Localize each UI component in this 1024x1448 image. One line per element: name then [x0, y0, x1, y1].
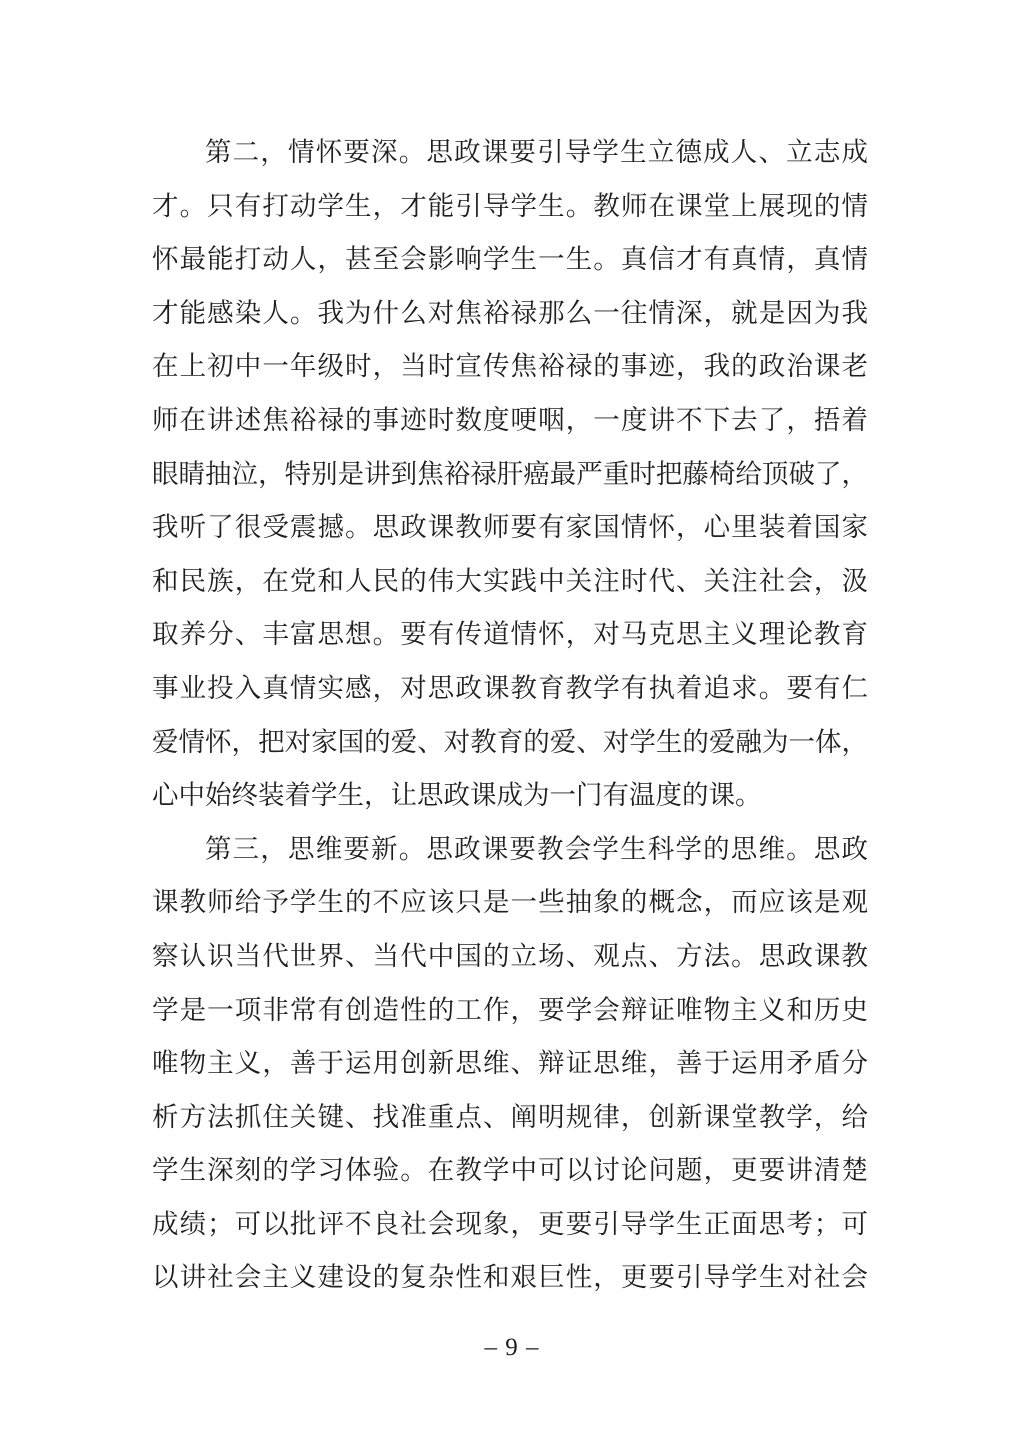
- text-line: 事业投入真情实感，对思政课教育教学有执着追求。要有仁: [152, 672, 868, 703]
- text-line: 我听了很受震撼。思政课教师要有家国情怀，心里装着国家: [152, 512, 868, 543]
- text-line: 在上初中一年级时，当时宣传焦裕禄的事迹，我的政治课老: [152, 351, 868, 382]
- text-line: 察认识当代世界、当代中国的立场、观点、方法。思政课教: [152, 940, 868, 971]
- text-line: 取养分、丰富思想。要有传道情怀，对马克思主义理论教育: [152, 619, 868, 650]
- text-line: 唯物主义，善于运用创新思维、辩证思维，善于运用矛盾分: [152, 1048, 868, 1079]
- text-line: 眼睛抽泣，特别是讲到焦裕禄肝癌最严重时把藤椅给顶破了，: [152, 458, 868, 489]
- text-line: 学生深刻的学习体验。在教学中可以讨论问题，更要讲清楚: [152, 1155, 868, 1186]
- text-line: 析方法抓住关键、找准重点、阐明规律，创新课堂教学，给: [152, 1101, 868, 1132]
- text-line: 才能感染人。我为什么对焦裕禄那么一往情深，就是因为我: [152, 297, 868, 328]
- text-line: 成绩；可以批评不良社会现象，更要引导学生正面思考；可: [152, 1208, 868, 1239]
- text-line: 才。只有打动学生，才能引导学生。教师在课堂上展现的情: [152, 190, 868, 221]
- paragraph: [152, 126, 868, 823]
- text-line: 第二，情怀要深。思政课要引导学生立德成人、立志成: [205, 137, 868, 167]
- text-line: 课教师给予学生的不应该只是一些抽象的概念，而应该是观: [152, 887, 868, 918]
- text-line: 心中始终装着学生，让思政课成为一门有温度的课。: [152, 780, 762, 811]
- text-line: 第三，思维要新。思政课要教会学生科学的思维。思政: [205, 833, 868, 864]
- text-line: 以讲社会主义建设的复杂性和艰巨性，更要引导学生对社会: [152, 1262, 868, 1293]
- page-number: – 9 –: [484, 1334, 540, 1361]
- paragraph: [152, 823, 868, 1305]
- text-line: 学是一项非常有创造性的工作，要学会辩证唯物主义和历史: [152, 994, 868, 1025]
- text-line: 怀最能打动人，甚至会影响学生一生。真信才有真情，真情: [152, 244, 868, 275]
- text-line: 和民族，在党和人民的伟大实践中关注时代、关注社会，汲: [152, 565, 868, 596]
- document-body: [152, 126, 868, 1305]
- text-line: 师在讲述焦裕禄的事迹时数度哽咽，一度讲不下去了，捂着: [152, 404, 868, 435]
- text-line: 爱情怀，把对家国的爱、对教育的爱、对学生的爱融为一体，: [152, 726, 868, 757]
